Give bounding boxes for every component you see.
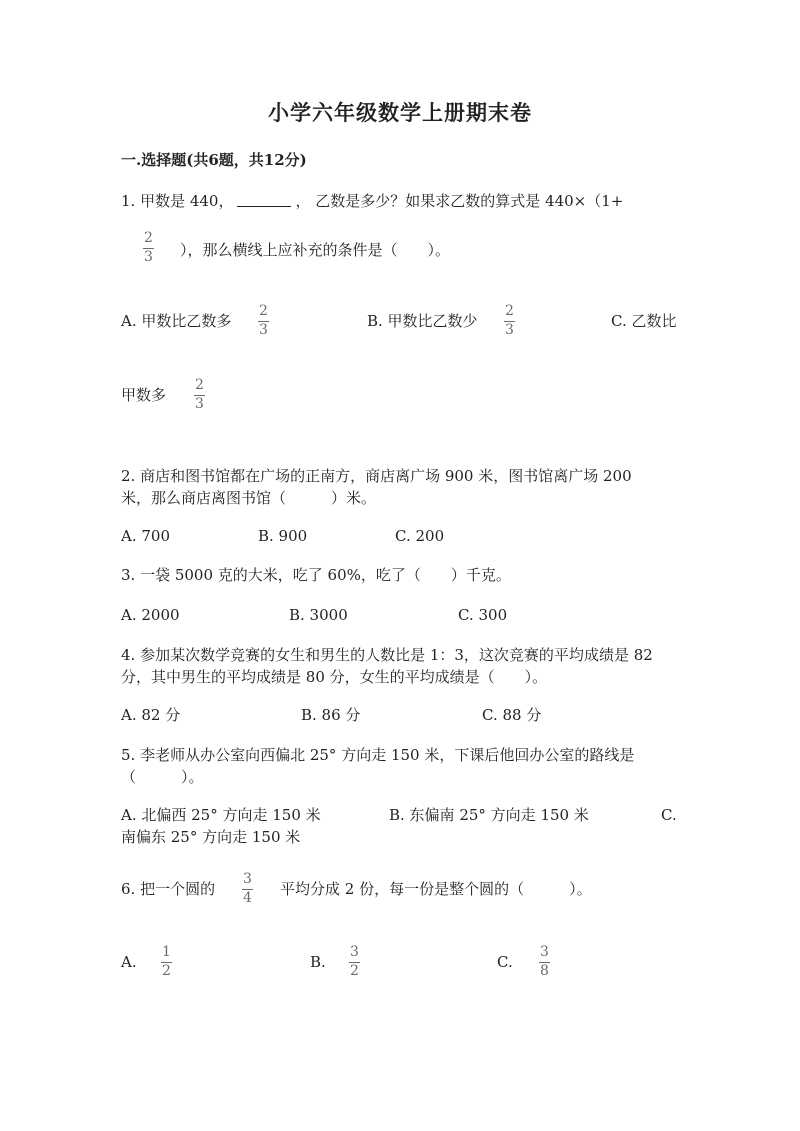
question-6-option-b-fraction: 3 2	[350, 944, 359, 979]
question-2-line-2: 米，那么商店离图书馆（ ）米。	[121, 489, 377, 507]
question-5-option-c: C.	[661, 806, 677, 824]
question-5-line-1: 5. 李老师从办公室向西偏北 25° 方向走 150 米，下课后他回办公室的路线是	[121, 746, 635, 764]
question-6-option-b: B.	[310, 953, 326, 971]
question-1-option-a-fraction: 2 3	[259, 303, 268, 338]
question-5-option-a: A. 北偏西 25° 方向走 150 米	[121, 806, 321, 824]
question-3-line-1: 3. 一袋 5000 克的大米，吃了 60%，吃了（ ）千克。	[121, 566, 511, 584]
question-2-option-b: B. 900	[258, 527, 308, 545]
question-6-line-1-prefix: 6. 把一个圆的	[121, 880, 216, 898]
question-6-option-a-fraction: 1 2	[162, 944, 171, 979]
question-4-line-1: 4. 参加某次数学竞赛的女生和男生的人数比是 1：3，这次竞赛的平均成绩是 82	[121, 646, 653, 664]
question-6-line-1-suffix: 平均分成 2 份，每一份是整个圆的（ ）。	[280, 880, 592, 898]
question-1-line-1: 1. 甲数是 440， ， 乙数是多少？如果求乙数的算式是 440×（1+	[121, 192, 624, 210]
question-6-option-c: C.	[497, 953, 513, 971]
question-5-option-b: B. 东偏南 25° 方向走 150 米	[389, 806, 589, 824]
question-5-option-c-cont: 南偏东 25° 方向走 150 米	[121, 828, 301, 846]
question-5-line-2: （ ）。	[121, 768, 204, 786]
question-1-fraction: 2 3	[144, 230, 153, 265]
question-2-option-a: A. 700	[121, 527, 170, 545]
question-1-line-2: ），那么横线上应补充的条件是（ ）。	[180, 241, 451, 259]
question-4-option-c: C. 88 分	[482, 706, 542, 724]
question-2-line-1: 2. 商店和图书馆都在广场的正南方，商店离广场 900 米，图书馆离广场 200	[121, 467, 632, 485]
question-3-option-a: A. 2000	[121, 606, 180, 624]
question-4-line-2: 分，其中男生的平均成绩是 80 分，女生的平均成绩是（ ）。	[121, 668, 548, 686]
page-title: 小学六年级数学上册期末卷	[268, 100, 532, 125]
question-3-option-b: B. 3000	[289, 606, 348, 624]
section-heading: 一.选择题(共6题，共12分)	[121, 151, 307, 169]
question-4-option-b: B. 86 分	[301, 706, 361, 724]
question-6-fraction: 3 4	[243, 871, 252, 906]
question-1-option-c-cont: 甲数多	[121, 386, 167, 404]
question-1-option-c-fraction: 2 3	[195, 377, 204, 412]
question-2-option-c: C. 200	[395, 527, 445, 545]
question-1-option-b: B. 甲数比乙数少	[367, 312, 478, 330]
question-1-option-c: C. 乙数比	[611, 312, 677, 330]
question-3-option-c: C. 300	[458, 606, 508, 624]
question-6-option-c-fraction: 3 8	[540, 944, 549, 979]
answer-blank	[237, 192, 291, 207]
question-4-option-a: A. 82 分	[121, 706, 181, 724]
question-1-option-a: A. 甲数比乙数多	[121, 312, 232, 330]
question-6-option-a: A.	[121, 953, 137, 971]
question-1-option-b-fraction: 2 3	[505, 303, 514, 338]
